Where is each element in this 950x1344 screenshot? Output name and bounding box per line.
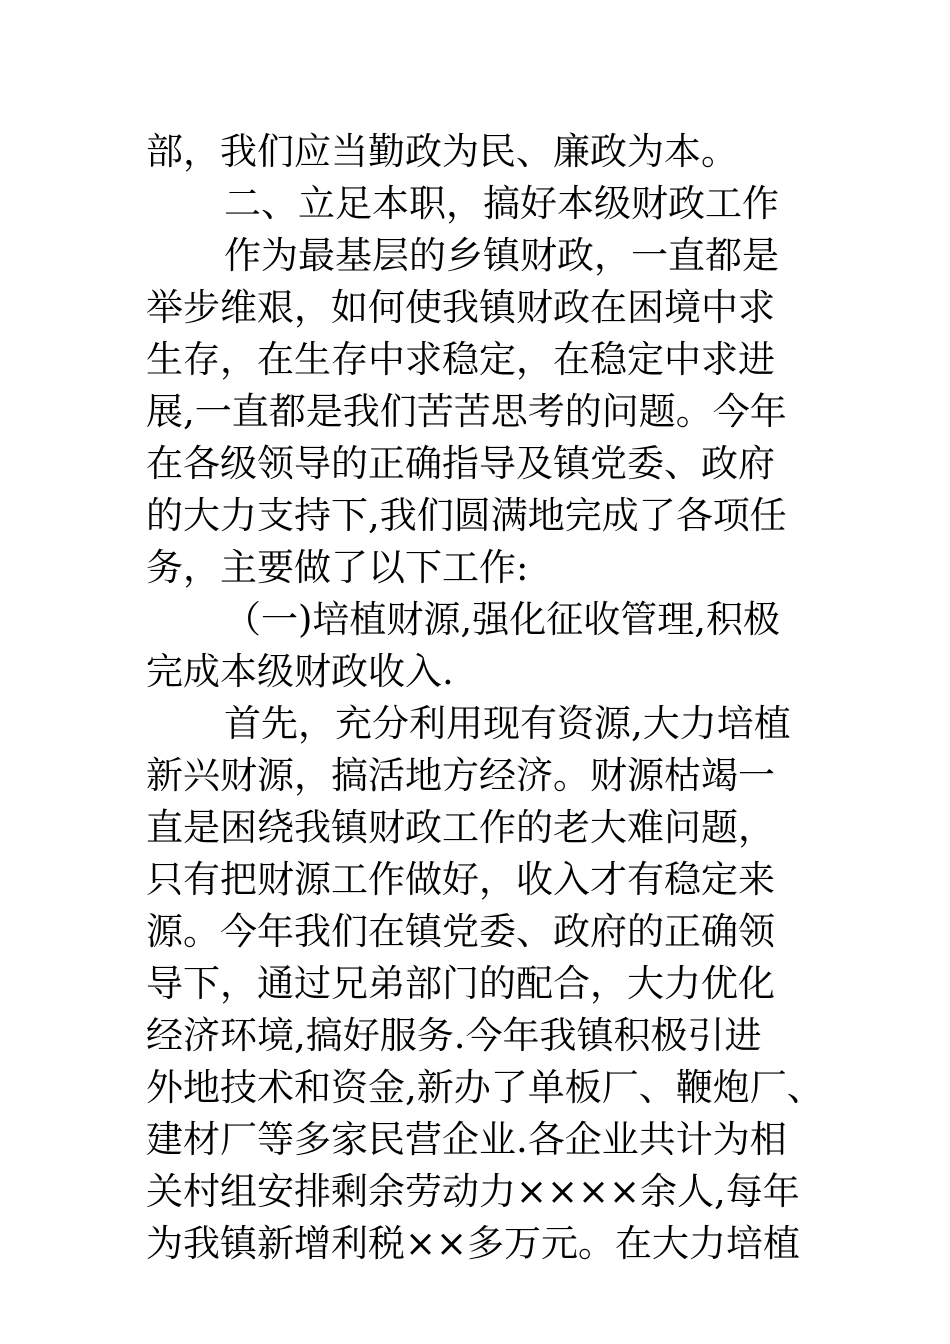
text-line: 作为最基层的乡镇财政，一直都是	[224, 234, 779, 277]
text-line: 新兴财源，搞活地方经济。财源枯竭一	[146, 754, 775, 797]
text-line: 导下，通过兄弟部门的配合，大力优化	[146, 962, 775, 1005]
text-line: 建材厂等多家民营企业.各企业共计为相	[146, 1118, 787, 1161]
text-line: 首先，充分利用现有资源,大力培植	[224, 702, 791, 745]
text-line: 举步维艰，如何使我镇财政在困境中求	[146, 286, 775, 329]
text-line: 完成本级财政收入.	[146, 650, 454, 693]
text-line: 务，主要做了以下工作:	[146, 546, 529, 589]
text-line: 展,一直都是我们苦苦思考的问题。今年	[146, 390, 787, 433]
text-line: 只有把财源工作做好，收入才有稳定来	[146, 858, 775, 901]
text-line: 的大力支持下,我们圆满地完成了各项任	[146, 494, 787, 537]
text-line: 为我镇新增利税××多万元。在大力培植	[146, 1222, 801, 1265]
text-line: 部，我们应当勤政为民、廉政为本。	[146, 130, 738, 173]
text-line: 源。今年我们在镇党委、政府的正确领	[146, 910, 775, 953]
body-text	[146, 126, 826, 1270]
text-line: （一)培植财源,强化征收管理,积极	[224, 598, 780, 641]
text-line: 生存，在生存中求稳定，在稳定中求进	[146, 338, 775, 381]
text-line: 在各级领导的正确指导及镇党委、政府	[146, 442, 775, 485]
text-line: 直是困绕我镇财政工作的老大难问题，	[146, 806, 775, 849]
text-line: 关村组安排剩余劳动力××××余人,每年	[146, 1170, 800, 1213]
text-line: 二、立足本职，搞好本级财政工作	[224, 182, 779, 225]
text-line: 外地技术和资金,新办了单板厂、鞭炮厂、	[146, 1066, 824, 1109]
text-line: 经济环境,搞好服务.今年我镇积极引进	[146, 1014, 762, 1057]
